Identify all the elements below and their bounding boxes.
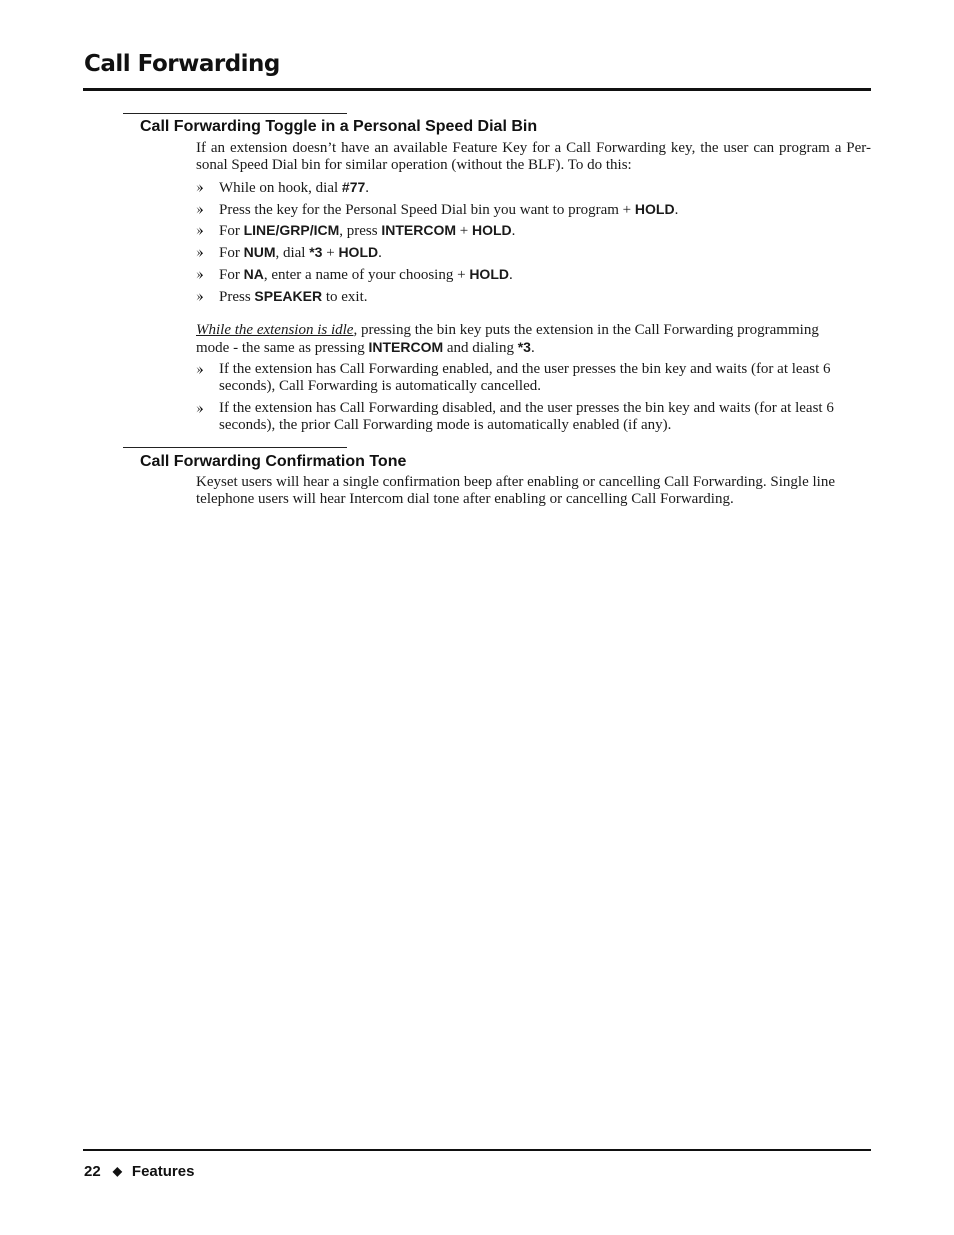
step-text: , press — [339, 223, 382, 239]
title-rule — [83, 88, 871, 91]
step-text: + — [456, 223, 472, 239]
step-text: . — [378, 245, 382, 261]
step-text: to exit. — [322, 289, 368, 305]
key-name: INTERCOM — [368, 339, 444, 355]
key-name: HOLD — [471, 222, 512, 238]
intro-line: sonal Speed Dial bin for similar operation (without the BLF). To do this: — [196, 157, 632, 173]
note-line: seconds), Call Forwarding is automatically cancelled. — [219, 378, 541, 394]
key-name: LINE/GRP/ICM — [243, 222, 340, 238]
key-name: HOLD — [634, 201, 675, 217]
step-text: , dial — [275, 245, 310, 261]
confirmation-line: telephone users will hear Intercom dial tone after enabling or cancelling Call Forwarding. — [196, 491, 734, 507]
arrow-bullet-icon — [196, 225, 204, 237]
idle-text: , pressing the bin key puts the extension in the Call Forwarding programming — [353, 322, 819, 338]
idle-text: and dialing — [443, 340, 518, 356]
step-text: For — [219, 223, 244, 239]
step-text: Press — [219, 289, 255, 305]
step-text: For — [219, 267, 244, 283]
step-text: Press the key for the Personal Speed Dial bin you want to program + — [219, 202, 635, 218]
idle-emphasis: While the extension is idle — [196, 322, 354, 338]
confirmation-line: Keyset users will hear a single confirmation beep after enabling or cancelling Call Forwarding. Single line — [196, 474, 835, 490]
page-footer — [84, 1163, 194, 1180]
key-name: SPEAKER — [254, 288, 323, 304]
section-rule — [123, 113, 347, 114]
arrow-bullet-icon — [196, 403, 204, 415]
step-text: + — [322, 245, 339, 261]
page-title: Call Forwarding — [84, 51, 280, 77]
diamond-icon: ◆ — [112, 1164, 122, 1178]
idle-text: . — [530, 340, 535, 356]
idle-text: mode - the same as pressing — [196, 340, 369, 356]
confirmation-paragraph — [196, 474, 871, 508]
key-name: NA — [243, 266, 264, 282]
intro-line: If an extension doesn’t have an available Feature Key for a Call Forwarding key, the user can program a Per- — [196, 140, 871, 156]
step-text: . — [365, 180, 370, 196]
note-line: If the extension has Call Forwarding disabled, and the user presses the bin key and waits (for at least 6 — [219, 400, 834, 416]
step-text: , enter a name of your choosing + — [263, 267, 470, 283]
key-name: *3 — [517, 339, 531, 355]
step-text: For — [219, 245, 244, 261]
step-text: . — [674, 202, 679, 218]
idle-paragraph — [196, 322, 871, 357]
key-name: NUM — [243, 244, 276, 260]
arrow-bullet-icon — [196, 247, 204, 259]
arrow-bullet-icon — [196, 364, 204, 376]
step-text: . — [511, 223, 516, 239]
key-name: HOLD — [338, 244, 379, 260]
idle-line — [196, 322, 871, 339]
arrow-bullet-icon — [196, 204, 204, 216]
step-text: While on hook, dial — [219, 180, 342, 196]
intro-paragraph — [196, 140, 871, 174]
key-name: #77 — [341, 179, 366, 195]
key-name: *3 — [309, 244, 323, 260]
idle-line — [196, 339, 871, 357]
section-heading: Call Forwarding Confirmation Tone — [140, 453, 407, 470]
arrow-bullet-icon — [196, 291, 204, 303]
key-name: HOLD — [469, 266, 509, 282]
note-line: seconds), the prior Call Forwarding mode is automatically enabled (if any). — [219, 417, 672, 433]
key-name: INTERCOM — [381, 222, 457, 238]
page-number: 22 — [84, 1163, 101, 1180]
arrow-bullet-icon — [196, 182, 204, 194]
note-line: If the extension has Call Forwarding enabled, and the user presses the bin key and waits (for at least 6 — [219, 361, 831, 377]
step-text: . — [508, 267, 513, 283]
footer-rule — [83, 1149, 871, 1151]
footer-section: Features — [131, 1163, 195, 1180]
section-heading: Call Forwarding Toggle in a Personal Speed Dial Bin — [140, 118, 538, 135]
section-rule — [123, 447, 347, 448]
arrow-bullet-icon — [196, 269, 204, 281]
